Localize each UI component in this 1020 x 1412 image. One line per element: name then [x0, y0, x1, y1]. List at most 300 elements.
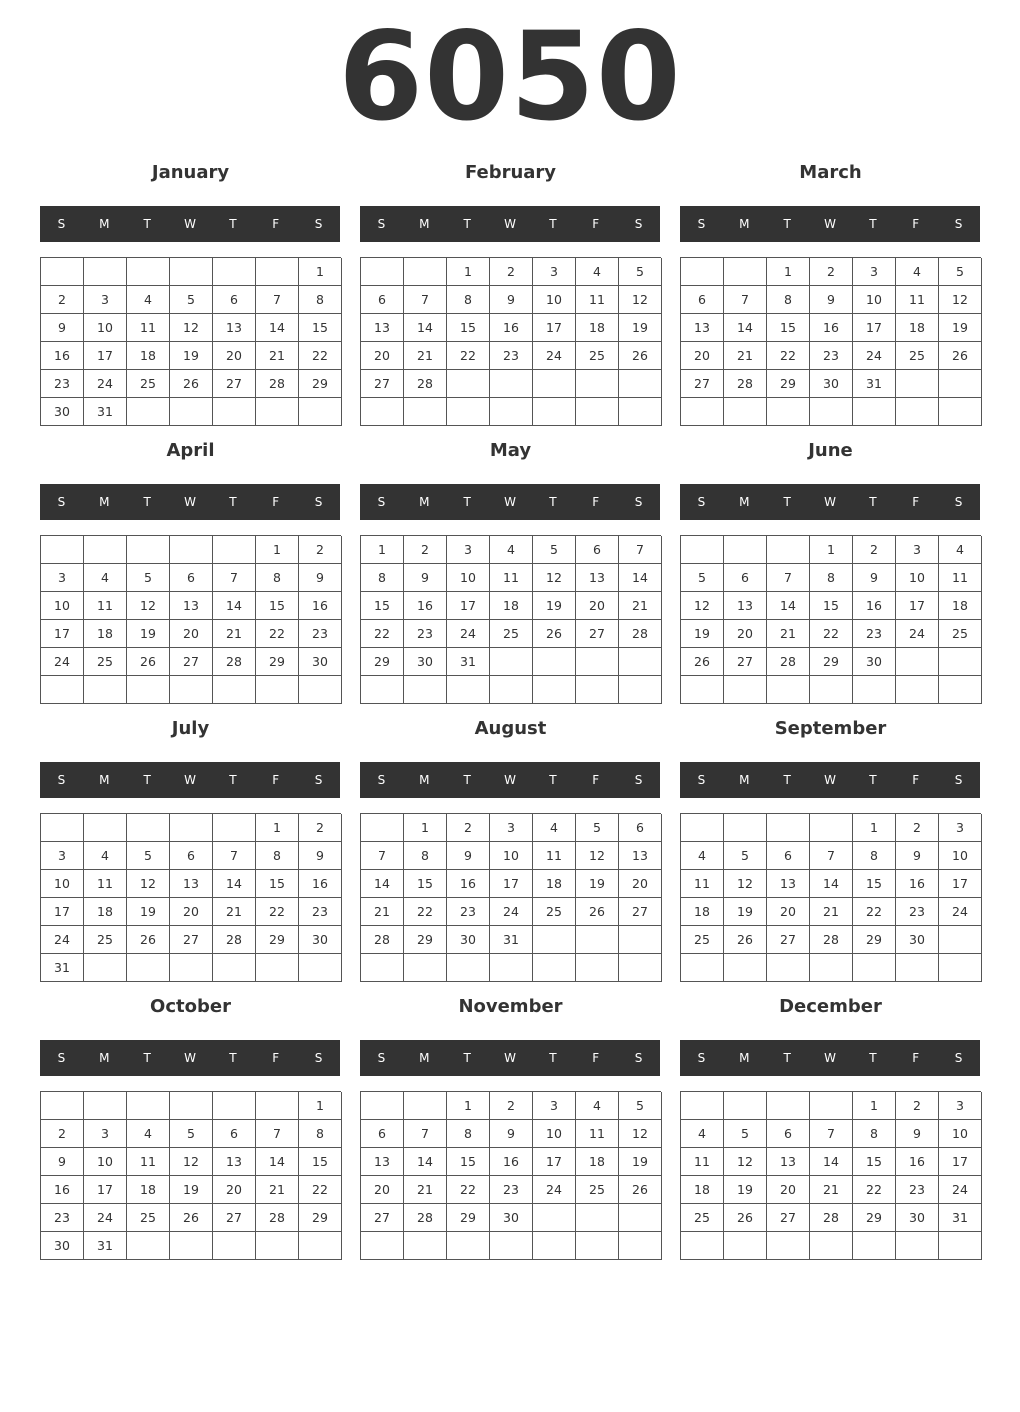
- empty-day-cell: [576, 370, 619, 398]
- weekday-label: T: [463, 773, 471, 787]
- day-cell: 28: [404, 1204, 447, 1232]
- day-grid: [40, 257, 341, 426]
- day-grid: [40, 813, 341, 982]
- day-cell: 12: [619, 1120, 662, 1148]
- weekday-label: M: [419, 217, 430, 231]
- day-cell: 25: [490, 620, 533, 648]
- day-cell: 25: [576, 342, 619, 370]
- weekday-label: M: [419, 773, 430, 787]
- month-title: February: [464, 162, 557, 183]
- day-cell: 3: [939, 814, 982, 842]
- day-cell: 29: [810, 648, 853, 676]
- weekday-label: M: [419, 1051, 430, 1065]
- day-cell: 11: [939, 564, 982, 592]
- empty-day-cell: [767, 1232, 810, 1260]
- empty-day-cell: [84, 954, 127, 982]
- day-cell: 9: [447, 842, 490, 870]
- day-cell: 15: [767, 314, 810, 342]
- empty-day-cell: [896, 954, 939, 982]
- day-cell: 28: [213, 926, 256, 954]
- weekday-label: S: [954, 773, 963, 787]
- day-cell: 28: [213, 648, 256, 676]
- day-cell: 8: [447, 286, 490, 314]
- day-cell: 16: [896, 870, 939, 898]
- empty-day-cell: [127, 954, 170, 982]
- day-cell: 1: [404, 814, 447, 842]
- day-cell: 25: [127, 1204, 170, 1232]
- day-cell: 30: [447, 926, 490, 954]
- empty-day-cell: [84, 814, 127, 842]
- empty-day-cell: [361, 1092, 404, 1120]
- day-cell: 23: [447, 898, 490, 926]
- day-cell: 8: [853, 1120, 896, 1148]
- day-cell: 30: [810, 370, 853, 398]
- day-cell: 12: [533, 564, 576, 592]
- weekday-label: T: [463, 495, 471, 509]
- day-cell: 8: [810, 564, 853, 592]
- empty-day-cell: [447, 676, 490, 704]
- empty-day-cell: [127, 536, 170, 564]
- day-cell: 23: [490, 342, 533, 370]
- day-cell: 27: [681, 370, 724, 398]
- empty-day-cell: [127, 1092, 170, 1120]
- day-cell: 15: [256, 592, 299, 620]
- empty-day-cell: [681, 1232, 724, 1260]
- empty-day-cell: [256, 258, 299, 286]
- day-cell: 20: [213, 1176, 256, 1204]
- day-cell: 29: [299, 370, 342, 398]
- day-cell: 18: [576, 314, 619, 342]
- day-cell: 2: [490, 1092, 533, 1120]
- day-cell: 27: [213, 1204, 256, 1232]
- weekday-label: T: [549, 217, 557, 231]
- day-cell: 6: [361, 286, 404, 314]
- day-grid: [40, 1091, 341, 1260]
- day-cell: 26: [681, 648, 724, 676]
- day-cell: 8: [853, 842, 896, 870]
- day-cell: 22: [404, 898, 447, 926]
- empty-day-cell: [361, 814, 404, 842]
- day-cell: 21: [810, 898, 853, 926]
- day-cell: 20: [681, 342, 724, 370]
- day-cell: 24: [490, 898, 533, 926]
- day-cell: 6: [619, 814, 662, 842]
- empty-day-cell: [404, 1092, 447, 1120]
- day-cell: 27: [767, 1204, 810, 1232]
- empty-day-cell: [84, 258, 127, 286]
- weekday-label: F: [592, 1051, 600, 1065]
- empty-day-cell: [170, 676, 213, 704]
- empty-day-cell: [533, 676, 576, 704]
- day-cell: 17: [896, 592, 939, 620]
- weekday-label: W: [824, 773, 836, 787]
- empty-day-cell: [853, 676, 896, 704]
- weekday-header: [360, 206, 660, 242]
- day-cell: 28: [810, 1204, 853, 1232]
- day-cell: 24: [41, 926, 84, 954]
- weekday-label: T: [783, 495, 791, 509]
- empty-day-cell: [576, 648, 619, 676]
- empty-day-cell: [576, 1204, 619, 1232]
- day-cell: 28: [256, 1204, 299, 1232]
- empty-day-cell: [810, 814, 853, 842]
- day-cell: 12: [127, 592, 170, 620]
- day-cell: 21: [724, 342, 767, 370]
- day-cell: 29: [447, 1204, 490, 1232]
- day-cell: 3: [490, 814, 533, 842]
- day-cell: 22: [447, 1176, 490, 1204]
- day-cell: 9: [299, 842, 342, 870]
- weekday-header: [360, 762, 660, 798]
- weekday-label: T: [783, 217, 791, 231]
- empty-day-cell: [576, 676, 619, 704]
- empty-day-cell: [619, 648, 662, 676]
- day-cell: 15: [447, 1148, 490, 1176]
- day-cell: 16: [490, 314, 533, 342]
- weekday-label: S: [314, 495, 323, 509]
- empty-day-cell: [533, 648, 576, 676]
- day-cell: 16: [404, 592, 447, 620]
- empty-day-cell: [576, 926, 619, 954]
- empty-day-cell: [681, 676, 724, 704]
- weekday-label: F: [912, 773, 920, 787]
- day-cell: 17: [490, 870, 533, 898]
- empty-day-cell: [361, 954, 404, 982]
- day-cell: 24: [84, 370, 127, 398]
- day-cell: 14: [810, 870, 853, 898]
- day-cell: 10: [939, 1120, 982, 1148]
- weekday-label: W: [184, 217, 196, 231]
- day-cell: 2: [853, 536, 896, 564]
- empty-day-cell: [724, 676, 767, 704]
- day-cell: 17: [939, 1148, 982, 1176]
- day-cell: 6: [767, 842, 810, 870]
- weekday-label: T: [143, 773, 151, 787]
- weekday-label: W: [504, 217, 516, 231]
- empty-day-cell: [84, 676, 127, 704]
- empty-day-cell: [619, 398, 662, 426]
- day-cell: 17: [533, 1148, 576, 1176]
- empty-day-cell: [170, 954, 213, 982]
- day-cell: 16: [490, 1148, 533, 1176]
- empty-day-cell: [619, 370, 662, 398]
- weekday-label: F: [592, 773, 600, 787]
- empty-day-cell: [576, 954, 619, 982]
- day-cell: 11: [896, 286, 939, 314]
- empty-day-cell: [447, 398, 490, 426]
- weekday-label: W: [184, 495, 196, 509]
- day-cell: 25: [576, 1176, 619, 1204]
- day-cell: 12: [681, 592, 724, 620]
- weekday-label: M: [739, 495, 750, 509]
- weekday-label: T: [869, 495, 877, 509]
- day-cell: 25: [84, 648, 127, 676]
- weekday-header: [680, 1040, 980, 1076]
- day-cell: 24: [939, 1176, 982, 1204]
- weekday-label: T: [229, 495, 237, 509]
- day-cell: 14: [810, 1148, 853, 1176]
- day-cell: 20: [213, 342, 256, 370]
- day-cell: 23: [490, 1176, 533, 1204]
- day-cell: 8: [767, 286, 810, 314]
- weekday-header: [40, 1040, 340, 1076]
- day-cell: 20: [619, 870, 662, 898]
- day-cell: 16: [810, 314, 853, 342]
- empty-day-cell: [170, 1232, 213, 1260]
- day-cell: 2: [404, 536, 447, 564]
- day-grid: [40, 535, 341, 704]
- day-cell: 17: [853, 314, 896, 342]
- day-cell: 21: [256, 1176, 299, 1204]
- empty-day-cell: [939, 676, 982, 704]
- empty-day-cell: [404, 676, 447, 704]
- day-cell: 7: [256, 1120, 299, 1148]
- day-cell: 15: [361, 592, 404, 620]
- day-cell: 29: [361, 648, 404, 676]
- day-cell: 9: [490, 1120, 533, 1148]
- day-cell: 28: [361, 926, 404, 954]
- day-cell: 28: [724, 370, 767, 398]
- weekday-label: F: [912, 495, 920, 509]
- weekday-label: M: [739, 217, 750, 231]
- day-cell: 13: [767, 870, 810, 898]
- day-cell: 1: [256, 536, 299, 564]
- day-cell: 7: [767, 564, 810, 592]
- day-grid: [680, 1091, 981, 1260]
- day-cell: 13: [681, 314, 724, 342]
- day-cell: 21: [619, 592, 662, 620]
- empty-day-cell: [724, 536, 767, 564]
- day-cell: 17: [84, 1176, 127, 1204]
- day-cell: 5: [619, 258, 662, 286]
- empty-day-cell: [533, 1232, 576, 1260]
- day-cell: 19: [576, 870, 619, 898]
- day-cell: 18: [939, 592, 982, 620]
- day-cell: 10: [41, 592, 84, 620]
- day-cell: 16: [41, 1176, 84, 1204]
- empty-day-cell: [361, 1232, 404, 1260]
- empty-day-cell: [619, 676, 662, 704]
- empty-day-cell: [41, 1092, 84, 1120]
- day-cell: 27: [724, 648, 767, 676]
- day-cell: 10: [939, 842, 982, 870]
- day-cell: 23: [810, 342, 853, 370]
- day-cell: 3: [896, 536, 939, 564]
- empty-day-cell: [213, 1232, 256, 1260]
- day-cell: 7: [256, 286, 299, 314]
- day-cell: 22: [256, 620, 299, 648]
- day-cell: 18: [533, 870, 576, 898]
- empty-day-cell: [256, 676, 299, 704]
- empty-day-cell: [576, 398, 619, 426]
- day-cell: 22: [361, 620, 404, 648]
- day-cell: 5: [576, 814, 619, 842]
- day-cell: 6: [213, 286, 256, 314]
- weekday-label: W: [184, 773, 196, 787]
- day-cell: 25: [681, 926, 724, 954]
- day-cell: 14: [404, 314, 447, 342]
- empty-day-cell: [767, 676, 810, 704]
- empty-day-cell: [127, 676, 170, 704]
- day-grid: [360, 535, 661, 704]
- empty-day-cell: [533, 1204, 576, 1232]
- weekday-label: M: [99, 495, 110, 509]
- day-cell: 31: [853, 370, 896, 398]
- month-title: August: [474, 718, 547, 739]
- day-cell: 4: [896, 258, 939, 286]
- day-cell: 10: [533, 286, 576, 314]
- day-cell: 4: [127, 286, 170, 314]
- day-cell: 15: [810, 592, 853, 620]
- day-cell: 30: [490, 1204, 533, 1232]
- day-cell: 2: [810, 258, 853, 286]
- day-cell: 11: [681, 1148, 724, 1176]
- day-cell: 27: [170, 648, 213, 676]
- empty-day-cell: [490, 1232, 533, 1260]
- weekday-header: [360, 484, 660, 520]
- day-cell: 17: [447, 592, 490, 620]
- empty-day-cell: [213, 814, 256, 842]
- day-cell: 13: [213, 314, 256, 342]
- weekday-label: S: [314, 217, 323, 231]
- day-cell: 31: [447, 648, 490, 676]
- day-cell: 20: [361, 342, 404, 370]
- empty-day-cell: [404, 258, 447, 286]
- day-cell: 22: [853, 898, 896, 926]
- day-cell: 5: [170, 1120, 213, 1148]
- day-cell: 1: [853, 814, 896, 842]
- weekday-label: S: [314, 773, 323, 787]
- day-cell: 1: [299, 258, 342, 286]
- day-cell: 1: [299, 1092, 342, 1120]
- day-cell: 11: [127, 1148, 170, 1176]
- day-cell: 4: [576, 258, 619, 286]
- weekday-label: F: [272, 217, 280, 231]
- day-cell: 10: [533, 1120, 576, 1148]
- day-cell: 18: [576, 1148, 619, 1176]
- empty-day-cell: [299, 954, 342, 982]
- day-cell: 11: [84, 592, 127, 620]
- day-cell: 26: [127, 648, 170, 676]
- weekday-label: F: [272, 1051, 280, 1065]
- day-cell: 23: [41, 370, 84, 398]
- weekday-label: S: [314, 1051, 323, 1065]
- weekday-label: T: [869, 773, 877, 787]
- day-cell: 8: [256, 564, 299, 592]
- empty-day-cell: [767, 954, 810, 982]
- day-cell: 27: [213, 370, 256, 398]
- day-cell: 3: [939, 1092, 982, 1120]
- weekday-label: F: [592, 217, 600, 231]
- empty-day-cell: [810, 398, 853, 426]
- weekday-label: M: [99, 1051, 110, 1065]
- weekday-label: F: [272, 495, 280, 509]
- day-cell: 15: [447, 314, 490, 342]
- empty-day-cell: [896, 1232, 939, 1260]
- empty-day-cell: [84, 1092, 127, 1120]
- day-cell: 14: [256, 314, 299, 342]
- day-cell: 14: [767, 592, 810, 620]
- weekday-label: M: [99, 773, 110, 787]
- weekday-label: S: [634, 1051, 643, 1065]
- weekday-label: S: [697, 773, 706, 787]
- empty-day-cell: [41, 814, 84, 842]
- day-cell: 23: [41, 1204, 84, 1232]
- day-cell: 3: [447, 536, 490, 564]
- day-cell: 13: [170, 592, 213, 620]
- empty-day-cell: [84, 536, 127, 564]
- day-cell: 6: [767, 1120, 810, 1148]
- day-cell: 31: [939, 1204, 982, 1232]
- day-cell: 4: [576, 1092, 619, 1120]
- day-cell: 29: [299, 1204, 342, 1232]
- empty-day-cell: [404, 954, 447, 982]
- weekday-label: F: [912, 1051, 920, 1065]
- day-cell: 6: [361, 1120, 404, 1148]
- month-title: December: [779, 996, 882, 1017]
- empty-day-cell: [810, 1232, 853, 1260]
- day-cell: 26: [170, 370, 213, 398]
- day-cell: 13: [170, 870, 213, 898]
- empty-day-cell: [299, 1232, 342, 1260]
- day-cell: 27: [576, 620, 619, 648]
- empty-day-cell: [810, 676, 853, 704]
- weekday-header: [360, 1040, 660, 1076]
- empty-day-cell: [256, 1092, 299, 1120]
- day-cell: 13: [361, 314, 404, 342]
- day-cell: 31: [84, 1232, 127, 1260]
- day-cell: 26: [619, 342, 662, 370]
- day-cell: 10: [447, 564, 490, 592]
- empty-day-cell: [939, 370, 982, 398]
- day-cell: 7: [810, 1120, 853, 1148]
- day-grid: [360, 257, 661, 426]
- empty-day-cell: [213, 258, 256, 286]
- day-cell: 28: [767, 648, 810, 676]
- weekday-label: S: [697, 1051, 706, 1065]
- day-cell: 29: [853, 926, 896, 954]
- day-cell: 26: [170, 1204, 213, 1232]
- day-cell: 23: [299, 898, 342, 926]
- day-cell: 7: [810, 842, 853, 870]
- weekday-label: S: [377, 773, 386, 787]
- day-cell: 24: [896, 620, 939, 648]
- day-cell: 3: [84, 1120, 127, 1148]
- day-cell: 15: [404, 870, 447, 898]
- empty-day-cell: [404, 1232, 447, 1260]
- day-cell: 16: [299, 592, 342, 620]
- empty-day-cell: [41, 536, 84, 564]
- day-cell: 4: [490, 536, 533, 564]
- day-cell: 28: [619, 620, 662, 648]
- weekday-label: W: [504, 495, 516, 509]
- weekday-label: S: [954, 217, 963, 231]
- day-cell: 6: [170, 564, 213, 592]
- day-cell: 5: [127, 564, 170, 592]
- day-cell: 19: [127, 620, 170, 648]
- day-cell: 2: [299, 814, 342, 842]
- weekday-label: F: [912, 217, 920, 231]
- day-cell: 22: [447, 342, 490, 370]
- month-title: April: [166, 440, 215, 461]
- day-cell: 21: [361, 898, 404, 926]
- empty-day-cell: [939, 926, 982, 954]
- day-cell: 2: [490, 258, 533, 286]
- weekday-label: T: [549, 773, 557, 787]
- empty-day-cell: [213, 676, 256, 704]
- day-cell: 26: [533, 620, 576, 648]
- day-cell: 11: [576, 1120, 619, 1148]
